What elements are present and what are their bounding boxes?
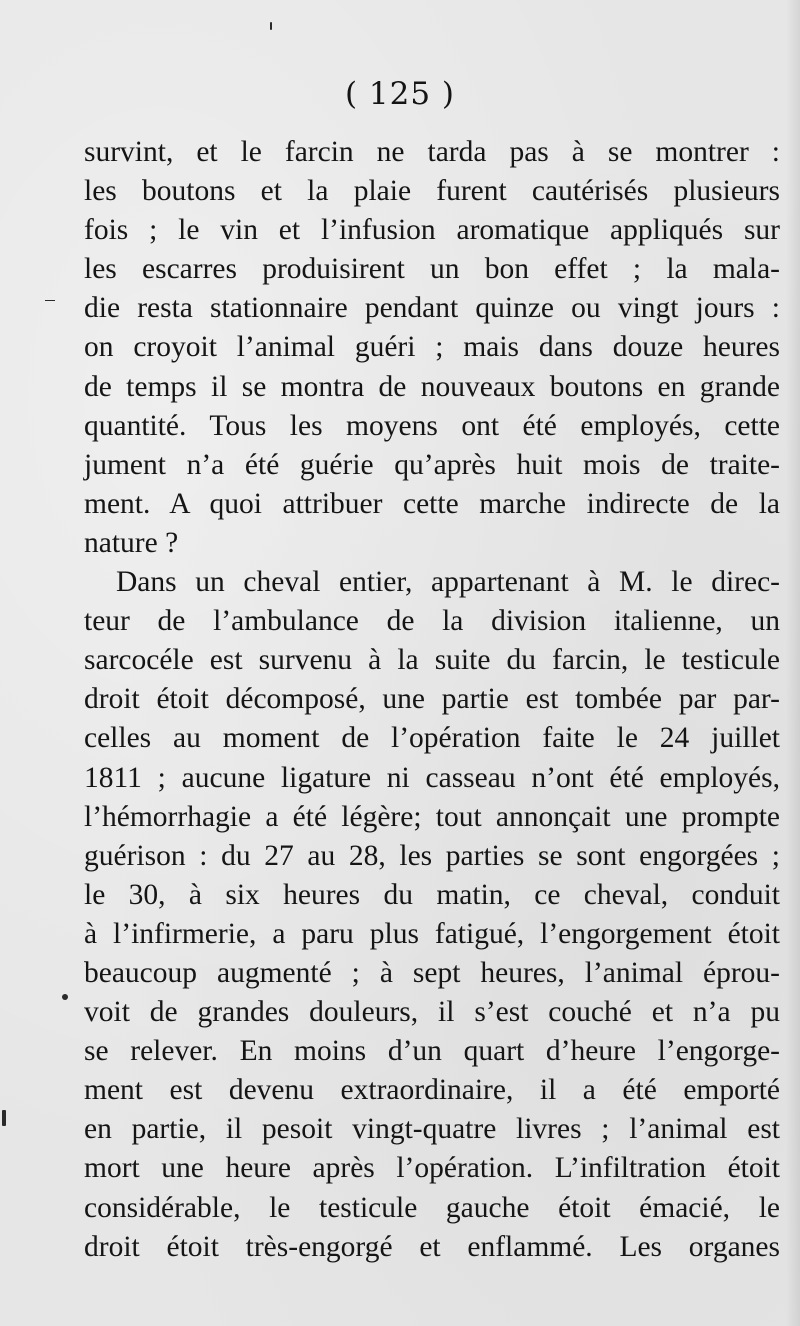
text-line: voit de grandes douleurs, il s’est couché et n’a pu bbox=[84, 996, 780, 1029]
text-line: guérison : du 27 au 28, les parties se sont engorgées ; bbox=[84, 839, 780, 872]
text-line: considérable, le testicule gauche étoit émacié, le bbox=[84, 1191, 780, 1224]
text-line: on croyoit l’animal guéri ; mais dans douze heures bbox=[84, 331, 780, 364]
text-line: quantité. Tous les moyens ont été employés, cette bbox=[84, 409, 780, 442]
text-line: l’hémorrhagie a été légère; tout annonçait une prompte bbox=[84, 800, 780, 833]
text-line: droit étoit décomposé, une partie est tombée par par- bbox=[84, 683, 780, 716]
text-line: à l’infirmerie, a paru plus fatigué, l’engorgement étoit bbox=[84, 917, 780, 950]
page-number: ( 125 ) bbox=[344, 76, 456, 112]
text-line: die resta stationnaire pendant quinze ou vingt jours : bbox=[84, 292, 780, 325]
text-line: se relever. En moins d’un quart d’heure l’engorge- bbox=[84, 1035, 780, 1068]
page-edge-shadow bbox=[786, 0, 800, 1326]
text-line: droit étoit très-engorgé et enflammé. Les organes bbox=[84, 1230, 780, 1263]
text-line: en partie, il pesoit vingt-quatre livres ; l’animal est bbox=[84, 1113, 780, 1146]
text-line: jument n’a été guérie qu’après huit mois de traite- bbox=[84, 448, 780, 481]
ink-speck bbox=[62, 994, 68, 1000]
text-line: fois ; le vin et l’infusion aromatique appliqués sur bbox=[84, 214, 780, 247]
text-line: le 30, à six heures du matin, ce cheval, conduit bbox=[84, 878, 780, 911]
text-line: 1811 ; aucune ligature ni casseau n’ont été employés, bbox=[84, 761, 780, 794]
text-line: nature ? bbox=[84, 526, 179, 559]
text-line: mort une heure après l’opération. L’infiltration étoit bbox=[84, 1152, 780, 1185]
text-line: de temps il se montra de nouveaux boutons en grande bbox=[84, 370, 780, 403]
paragraph-2 bbox=[84, 563, 780, 1267]
text-line: les escarres produisirent un bon effet ; la mala- bbox=[84, 253, 780, 286]
text-line: Dans un cheval entier, appartenant à M. le direc- bbox=[116, 566, 780, 599]
text-line: beaucoup augmenté ; à sept heures, l’animal éprou- bbox=[84, 956, 780, 989]
ink-speck bbox=[45, 300, 55, 301]
text-line: ment. A quoi attribuer cette marche indirecte de la bbox=[84, 487, 780, 520]
body-text bbox=[84, 133, 780, 1267]
text-line: ment est devenu extraordinaire, il a été emporté bbox=[84, 1074, 780, 1107]
text-line: celles au moment de l’opération faite le 24 juillet bbox=[84, 722, 780, 755]
ink-speck bbox=[270, 22, 272, 30]
ink-speck bbox=[2, 1110, 6, 1126]
paragraph-1 bbox=[84, 133, 780, 563]
text-line: sarcocéle est survenu à la suite du farcin, le testicule bbox=[84, 644, 780, 677]
text-line: les boutons et la plaie furent cautérisés plusieurs bbox=[84, 175, 780, 208]
text-line: survint, et le farcin ne tarda pas à se montrer : bbox=[84, 136, 780, 168]
text-line: teur de l’ambulance de la division italienne, un bbox=[84, 605, 780, 638]
